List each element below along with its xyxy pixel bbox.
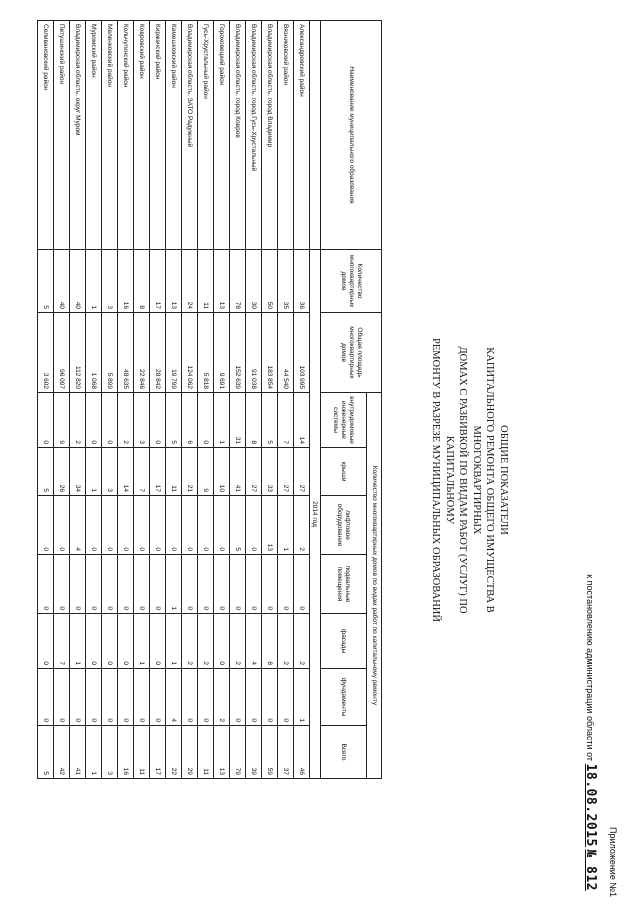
header-total-area: Общая площадь многоквартирных домов [321, 313, 382, 393]
cell-base: 0 [118, 555, 134, 614]
municipality-name: Владимирская область, город Ковров [230, 21, 246, 250]
cell-eng: 8 [246, 393, 262, 448]
cell-count: 36 [294, 250, 310, 313]
cell-found: 0 [70, 669, 86, 726]
cell-facade: 1 [70, 614, 86, 669]
header-total: Всего [321, 726, 367, 779]
cell-area: 19 799 [166, 313, 182, 393]
cell-roof: 27 [246, 448, 262, 496]
cell-count: 35 [278, 250, 294, 313]
cell-base: 0 [182, 555, 198, 614]
cell-roof: 34 [70, 448, 86, 496]
cell-roof: 21 [182, 448, 198, 496]
header-foundations: фундаменты [321, 669, 367, 726]
appendix-label: Приложение №1 [608, 827, 618, 897]
cell-lift: 13 [262, 496, 278, 555]
header-works-group: Количество многоквартирных домов по видам работ по капитальному ремонту [366, 393, 381, 779]
cell-base: 0 [214, 555, 230, 614]
cell-facade: 2 [294, 614, 310, 669]
cell-eng: 0 [102, 393, 118, 448]
cell-roof: 3 [102, 448, 118, 496]
municipality-name: Киржачский район [150, 21, 166, 250]
cell-base: 0 [294, 555, 310, 614]
cell-area: 103 995 [294, 313, 310, 393]
cell-total: 46 [294, 726, 310, 779]
cell-roof: 10 [214, 448, 230, 496]
municipality-name: Кольчугинский район [118, 21, 134, 250]
cell-base: 0 [262, 555, 278, 614]
cell-facade: 2 [198, 614, 214, 669]
cell-lift: 0 [134, 496, 150, 555]
municipality-name: Владимирская область, округ Муром [70, 21, 86, 250]
cell-found: 2 [214, 669, 230, 726]
cell-lift: 0 [118, 496, 134, 555]
cell-total: 5 [38, 726, 54, 779]
cell-found: 4 [166, 669, 182, 726]
cell-roof: 14 [118, 448, 134, 496]
cell-lift: 0 [166, 496, 182, 555]
cell-eng: 2 [118, 393, 134, 448]
cell-eng: 6 [182, 393, 198, 448]
cell-roof: 27 [294, 448, 310, 496]
table-row [262, 21, 278, 779]
cell-facade: 2 [278, 614, 294, 669]
cell-lift: 4 [70, 496, 86, 555]
table-row [86, 21, 102, 779]
cell-lift: 0 [38, 496, 54, 555]
cell-found: 0 [182, 669, 198, 726]
cell-total: 41 [70, 726, 86, 779]
cell-eng: 9 [54, 393, 70, 448]
cell-found: 0 [86, 669, 102, 726]
title-line: РЕМОНТУ В РАЗРЕЗЕ МУНИЦИПАЛЬНЫХ ОБРАЗОВАНИЙ [430, 338, 442, 622]
municipality-name: Меленковский район [102, 21, 118, 250]
table-row [118, 21, 134, 779]
cell-area: 48 635 [118, 313, 134, 393]
cell-base: 0 [134, 555, 150, 614]
table-row [198, 21, 214, 779]
cell-facade: 2 [230, 614, 246, 669]
cell-base: 0 [54, 555, 70, 614]
cell-count: 11 [198, 250, 214, 313]
cell-total: 42 [54, 726, 70, 779]
cell-found: 0 [102, 669, 118, 726]
cell-lift: 0 [182, 496, 198, 555]
cell-roof: 33 [262, 448, 278, 496]
cell-total: 13 [214, 726, 230, 779]
table-row [38, 21, 54, 779]
cell-base: 0 [102, 555, 118, 614]
cell-lift: 0 [102, 496, 118, 555]
decree-prefix: к постановлению администрации области от [585, 574, 595, 762]
table-row [102, 21, 118, 779]
cell-area: 96 097 [54, 313, 70, 393]
cell-facade: 0 [38, 614, 54, 669]
cell-lift: 0 [54, 496, 70, 555]
table-row [150, 21, 166, 779]
cell-area: 28 842 [150, 313, 166, 393]
cell-found: 0 [198, 669, 214, 726]
table-row [54, 21, 70, 779]
cell-total: 11 [134, 726, 150, 779]
cell-eng: 5 [262, 393, 278, 448]
cell-area: 1 068 [86, 313, 102, 393]
cell-base: 0 [86, 555, 102, 614]
cell-roof: 27 [278, 448, 294, 496]
cell-facade: 2 [182, 614, 198, 669]
cell-roof: 5 [38, 448, 54, 496]
cell-eng: 31 [230, 393, 246, 448]
cell-area: 9 691 [214, 313, 230, 393]
cell-facade: 0 [150, 614, 166, 669]
municipality-name: Муромский район [86, 21, 102, 250]
year-row [310, 21, 321, 779]
table-row [294, 21, 310, 779]
header-lifts: лифтовое оборудование [321, 496, 367, 555]
table-row [182, 21, 198, 779]
municipality-name: Камешковский район [166, 21, 182, 250]
cell-eng: 0 [38, 393, 54, 448]
cell-total: 17 [150, 726, 166, 779]
cell-eng: 7 [278, 393, 294, 448]
cell-facade: 8 [262, 614, 278, 669]
title-line: ДОМАХ С РАЗБИВКОЙ ПО ВИДАМ РАБОТ (УСЛУГ) ПО КАПИТАЛЬНОМУ [444, 346, 469, 614]
cell-eng: 3 [134, 393, 150, 448]
cell-found: 1 [294, 669, 310, 726]
table-row [246, 21, 262, 779]
cell-area: 112 820 [70, 313, 86, 393]
header-facades: фасады [321, 614, 367, 669]
cell-count: 17 [150, 250, 166, 313]
cell-eng: 5 [166, 393, 182, 448]
cell-found: 0 [38, 669, 54, 726]
municipality-name: Гороховецкий район [214, 21, 230, 250]
cell-facade: 0 [214, 614, 230, 669]
cell-lift: 0 [86, 496, 102, 555]
cell-total: 16 [118, 726, 134, 779]
cell-total: 39 [246, 726, 262, 779]
municipality-name: Владимирская область, город Гусь-Хрустальный [246, 21, 262, 250]
cell-count: 40 [70, 250, 86, 313]
cell-roof: 17 [150, 448, 166, 496]
cell-found: 0 [150, 669, 166, 726]
cell-base: 0 [246, 555, 262, 614]
cell-count: 16 [118, 250, 134, 313]
title-line: КАПИТАЛЬНОГО РЕМОНТА ОБЩЕГО ИМУЩЕСТВА В МНОГОКВАРТИРНЫХ [471, 347, 496, 613]
header-municipality: Наименование муниципального образования [321, 21, 382, 250]
cell-base: 1 [166, 555, 182, 614]
cell-found: 0 [134, 669, 150, 726]
cell-roof: 41 [230, 448, 246, 496]
cell-found: 0 [230, 669, 246, 726]
header-house-count: Количество многоквартирных домов [321, 250, 382, 313]
cell-found: 0 [262, 669, 278, 726]
cell-found: 0 [54, 669, 70, 726]
cell-area: 44 540 [278, 313, 294, 393]
cell-found: 0 [246, 669, 262, 726]
cell-area: 5 899 [102, 313, 118, 393]
cell-lift: 5 [230, 496, 246, 555]
cell-eng: 2 [70, 393, 86, 448]
cell-roof: 1 [86, 448, 102, 496]
cell-eng: 0 [150, 393, 166, 448]
cell-facade: 1 [166, 614, 182, 669]
municipality-name: Владимирская область, город Владимир [262, 21, 278, 250]
cell-total: 22 [166, 726, 182, 779]
decree-reference [583, 574, 598, 891]
cell-base: 0 [150, 555, 166, 614]
cell-total: 1 [86, 726, 102, 779]
cell-lift: 0 [246, 496, 262, 555]
table-row [278, 21, 294, 779]
cell-count: 30 [246, 250, 262, 313]
cell-lift: 1 [278, 496, 294, 555]
cell-count: 13 [214, 250, 230, 313]
cell-lift: 0 [198, 496, 214, 555]
table-row [134, 21, 150, 779]
cell-roof: 11 [166, 448, 182, 496]
municipality-name: Вязниковский район [278, 21, 294, 250]
cell-base: 0 [230, 555, 246, 614]
header-basements: подвальные помещения [321, 555, 367, 614]
title-line: ОБЩИЕ ПОКАЗАТЕЛИ [498, 425, 509, 535]
cell-lift: 0 [214, 496, 230, 555]
cell-area: 22 846 [134, 313, 150, 393]
cell-area: 5 818 [198, 313, 214, 393]
cell-total: 79 [230, 726, 246, 779]
cell-eng: 14 [294, 393, 310, 448]
cell-lift: 0 [150, 496, 166, 555]
cell-total: 11 [198, 726, 214, 779]
cell-area: 152 639 [230, 313, 246, 393]
cell-base: 0 [198, 555, 214, 614]
municipality-name: Петушинский район [54, 21, 70, 250]
cell-count: 8 [134, 250, 150, 313]
municipality-name: Александровский район [294, 21, 310, 250]
cell-count: 13 [166, 250, 182, 313]
municipality-name: Владимирская область, ЗАТО Радужный [182, 21, 198, 250]
cell-found: 0 [118, 669, 134, 726]
cell-count: 50 [262, 250, 278, 313]
cell-count: 1 [86, 250, 102, 313]
cell-area: 183 854 [262, 313, 278, 393]
table-row [214, 21, 230, 779]
header-engineering: внутридомовые инженерные системы [321, 393, 367, 448]
year-label: 2014 год [310, 250, 321, 779]
cell-roof: 26 [54, 448, 70, 496]
document-title [429, 330, 510, 630]
table-row [70, 21, 86, 779]
decree-number: № 812 [583, 849, 598, 891]
cell-facade: 0 [86, 614, 102, 669]
cell-total: 37 [278, 726, 294, 779]
cell-found: 0 [278, 669, 294, 726]
cell-roof: 9 [198, 448, 214, 496]
cell-total: 29 [182, 726, 198, 779]
cell-lift: 2 [294, 496, 310, 555]
indicators-table [37, 20, 382, 779]
cell-roof: 7 [134, 448, 150, 496]
cell-area: 91 038 [246, 313, 262, 393]
cell-count: 40 [54, 250, 70, 313]
cell-facade: 0 [118, 614, 134, 669]
cell-eng: 1 [214, 393, 230, 448]
cell-base: 0 [70, 555, 86, 614]
cell-facade: 1 [134, 614, 150, 669]
cell-eng: 0 [86, 393, 102, 448]
municipality-name: Гусь-Хрустальный район [198, 21, 214, 250]
cell-base: 0 [38, 555, 54, 614]
table-row [230, 21, 246, 779]
cell-count: 3 [102, 250, 118, 313]
cell-total: 3 [102, 726, 118, 779]
municipality-name: Ковровский район [134, 21, 150, 250]
cell-count: 78 [230, 250, 246, 313]
cell-facade: 7 [54, 614, 70, 669]
municipality-name: Селивановский район [38, 21, 54, 250]
header-roofs: крыши [321, 448, 367, 496]
cell-total: 59 [262, 726, 278, 779]
cell-area: 124 062 [182, 313, 198, 393]
cell-area: 3 602 [38, 313, 54, 393]
cell-facade: 4 [246, 614, 262, 669]
table-row [166, 21, 182, 779]
cell-facade: 0 [102, 614, 118, 669]
cell-count: 5 [38, 250, 54, 313]
cell-eng: 0 [198, 393, 214, 448]
decree-date: 18.08.2015 [583, 763, 598, 847]
cell-base: 0 [278, 555, 294, 614]
cell-count: 24 [182, 250, 198, 313]
